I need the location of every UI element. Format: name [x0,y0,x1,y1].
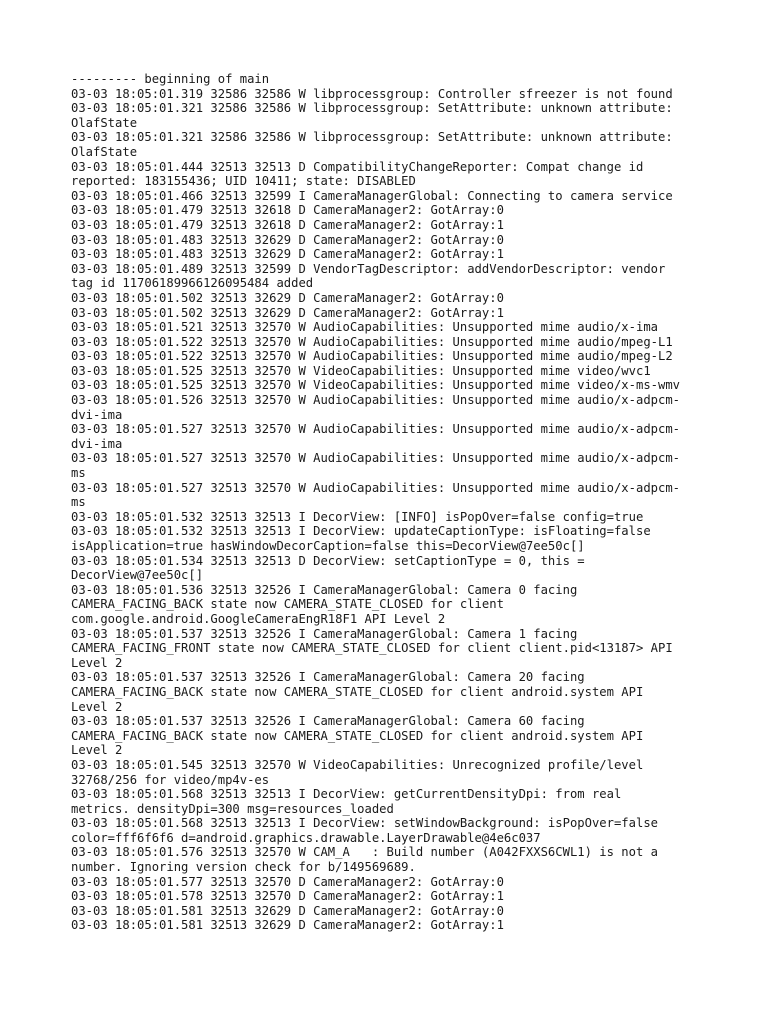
log-line: 03-03 18:05:01.568 32513 32513 I DecorView: getCurrentDensityDpi: from real [71,787,622,802]
log-line: 03-03 18:05:01.319 32586 32586 W libprocessgroup: Controller sfreezer is not found [71,86,673,101]
log-line: 03-03 18:05:01.527 32513 32570 W AudioCapabilities: Unsupported mime audio/x-adpcm- [71,480,681,495]
log-line: CAMERA_FACING_BACK state now CAMERA_STATE_CLOSED for client android.system API [71,684,644,699]
log-line: ms [71,466,86,481]
log-line: 03-03 18:05:01.479 32513 32618 D CameraManager2: GotArray:0 [71,203,504,218]
log-line: Level 2 [71,699,123,714]
log-line: 03-03 18:05:01.537 32513 32526 I CameraManagerGlobal: Camera 20 facing [71,670,585,685]
log-document [71,72,701,933]
log-line: 03-03 18:05:01.526 32513 32570 W AudioCapabilities: Unsupported mime audio/x-adpcm- [71,393,681,408]
log-line: 03-03 18:05:01.321 32586 32586 W libprocessgroup: SetAttribute: unknown attribute: [71,101,673,116]
log-line: color=fff6f6f6 d=android.graphics.drawable.LayerDrawable@4e6c037 [71,830,541,845]
log-line: 03-03 18:05:01.577 32513 32570 D CameraManager2: GotArray:0 [71,874,504,889]
log-line: dvi-ima [71,436,123,451]
log-line: 03-03 18:05:01.444 32513 32513 D CompatibilityChangeReporter: Compat change id [71,159,644,174]
log-line: Level 2 [71,743,123,758]
log-line: 03-03 18:05:01.466 32513 32599 I CameraManagerGlobal: Connecting to camera service [71,188,673,203]
log-line: 03-03 18:05:01.578 32513 32570 D CameraManager2: GotArray:1 [71,889,504,904]
log-line: 03-03 18:05:01.568 32513 32513 I DecorView: setWindowBackground: isPopOver=false [71,816,658,831]
log-line: 03-03 18:05:01.489 32513 32599 D VendorTagDescriptor: addVendorDescriptor: vendor [71,261,666,276]
log-line: number. Ignoring version check for b/149569689. [71,860,416,875]
log-line: isApplication=true hasWindowDecorCaption=false this=DecorView@7ee50c[] [71,539,585,553]
log-line: CAMERA_FACING_BACK state now CAMERA_STATE_CLOSED for client [71,597,504,612]
log-line: 03-03 18:05:01.522 32513 32570 W AudioCapabilities: Unsupported mime audio/mpeg-L2 [71,349,673,364]
log-line: 03-03 18:05:01.525 32513 32570 W VideoCapabilities: Unsupported mime video/wvc1 [71,363,651,378]
log-line: 03-03 18:05:01.537 32513 32526 I CameraManagerGlobal: Camera 1 facing [71,626,578,641]
log-line: 03-03 18:05:01.532 32513 32513 I DecorView: updateCaptionType: isFloating=false [71,524,651,539]
log-line: 03-03 18:05:01.527 32513 32570 W AudioCapabilities: Unsupported mime audio/x-adpcm- [71,451,681,466]
log-line: CAMERA_FACING_BACK state now CAMERA_STATE_CLOSED for client android.system API [71,728,644,743]
log-line: DecorView@7ee50c[] [71,568,204,583]
log-line: reported: 183155436; UID 10411; state: DISABLED [71,174,416,189]
log-line: 03-03 18:05:01.502 32513 32629 D CameraManager2: GotArray:0 [71,290,504,305]
log-line: com.google.android.GoogleCameraEngR18F1 API Level 2 [71,611,446,626]
log-line: ms [71,495,86,510]
log-line: 03-03 18:05:01.483 32513 32629 D CameraManager2: GotArray:1 [71,247,504,262]
log-line: 03-03 18:05:01.534 32513 32513 D DecorView: setCaptionType = 0, this = [71,553,585,568]
log-line: 03-03 18:05:01.483 32513 32629 D CameraManager2: GotArray:0 [71,232,504,247]
log-line: 03-03 18:05:01.545 32513 32570 W VideoCapabilities: Unrecognized profile/level [71,757,644,772]
log-line: CAMERA_FACING_FRONT state now CAMERA_STATE_CLOSED for client client.pid<13187> API [71,641,673,656]
log-line: 03-03 18:05:01.581 32513 32629 D CameraManager2: GotArray:1 [71,918,504,933]
log-line: OlafState [71,144,138,159]
log-line: 03-03 18:05:01.321 32586 32586 W libprocessgroup: SetAttribute: unknown attribute: [71,130,673,145]
log-line: 03-03 18:05:01.537 32513 32526 I CameraManagerGlobal: Camera 60 facing [71,714,585,729]
log-text-block [71,72,701,933]
log-line: 03-03 18:05:01.581 32513 32629 D CameraManager2: GotArray:0 [71,903,504,918]
log-line: 32768/256 for video/mp4v-es [71,772,270,787]
log-line: tag id 11706189966126095484 added [71,276,314,291]
log-line: Level 2 [71,655,123,670]
log-line: 03-03 18:05:01.525 32513 32570 W VideoCapabilities: Unsupported mime video/x-ms-wmv [71,378,681,393]
log-line: 03-03 18:05:01.527 32513 32570 W AudioCapabilities: Unsupported mime audio/x-adpcm- [71,422,681,437]
log-line: 03-03 18:05:01.479 32513 32618 D CameraManager2: GotArray:1 [71,217,504,232]
log-line: 03-03 18:05:01.521 32513 32570 W AudioCapabilities: Unsupported mime audio/x-ima [71,320,658,335]
log-line: --------- beginning of main [71,72,270,86]
log-line: 03-03 18:05:01.522 32513 32570 W AudioCapabilities: Unsupported mime audio/mpeg-L1 [71,334,673,349]
log-line: 03-03 18:05:01.576 32513 32570 W CAM_A : Build number (A042FXXS6CWL1) is not a [71,845,658,860]
log-line: dvi-ima [71,407,123,422]
log-line: 03-03 18:05:01.536 32513 32526 I CameraManagerGlobal: Camera 0 facing [71,582,578,597]
log-line: 03-03 18:05:01.502 32513 32629 D CameraManager2: GotArray:1 [71,305,504,320]
log-line: 03-03 18:05:01.532 32513 32513 I DecorView: [INFO] isPopOver=false config=true [71,509,644,524]
log-line: metrics. densityDpi=300 msg=resources_loaded [71,801,394,816]
log-line: OlafState [71,115,138,130]
